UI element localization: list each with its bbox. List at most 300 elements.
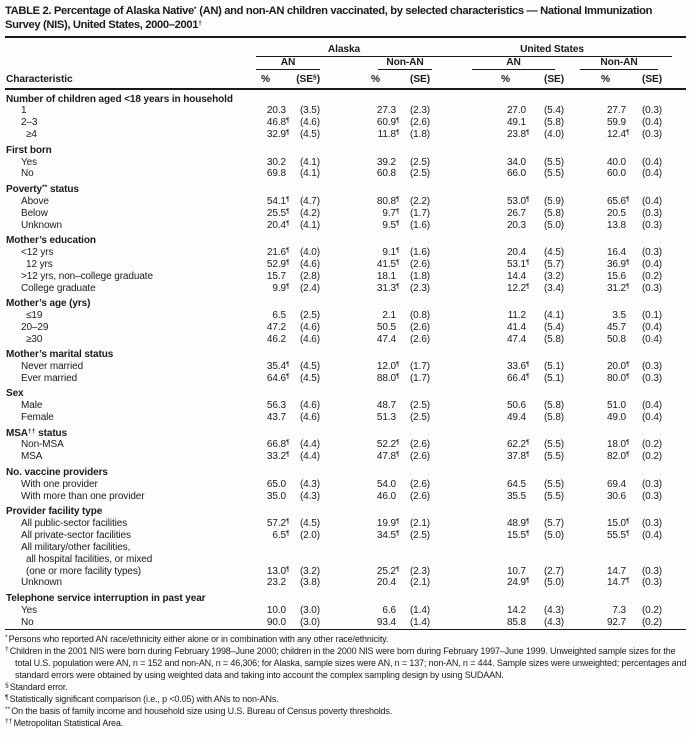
percent-cell: 20.5	[606, 207, 627, 219]
percent-header-us-non-an: %	[566, 70, 626, 89]
se-cell: (2.5)	[409, 412, 431, 424]
se-cell: (0.3)	[641, 478, 663, 490]
se-cell: (3.2)	[299, 565, 320, 577]
se-header-alaska-an: (SE§)	[286, 70, 322, 89]
percent-cell: 6.5¶	[272, 529, 290, 541]
percent-cell: 20.3	[506, 219, 527, 231]
percent-cell: 57.2¶	[266, 517, 290, 529]
table-row	[5, 542, 686, 554]
se-cell: (1.6)	[409, 219, 431, 231]
row-label: Ever married	[21, 372, 78, 384]
se-cell: (5.7)	[543, 517, 565, 529]
row-label: College graduate	[21, 282, 96, 294]
percent-cell: 15.7	[266, 270, 286, 282]
percent-cell: 53.1¶	[506, 258, 530, 270]
footnotes	[5, 633, 688, 729]
percent-cell: 41.5¶	[376, 258, 400, 270]
section-label: MSA†† status	[6, 427, 68, 439]
percent-cell: 11.8¶	[377, 129, 400, 141]
se-cell: (4.0)	[299, 246, 320, 258]
row-label: >12 yrs, non–college graduate	[21, 270, 153, 282]
percent-cell: 60.0	[606, 168, 627, 180]
se-cell: (5.8)	[543, 412, 565, 424]
percent-cell: 19.9¶	[376, 517, 400, 529]
se-cell: (4.6)	[299, 412, 320, 424]
se-cell: (5.4)	[543, 321, 565, 333]
percent-cell: 49.0	[606, 412, 627, 424]
se-cell: (3.0)	[299, 604, 320, 616]
percent-cell: 46.8¶	[266, 117, 290, 129]
percent-cell: 30.2	[266, 156, 286, 168]
se-cell	[396, 542, 432, 554]
se-cell	[526, 554, 566, 566]
percent-cell: 50.5	[376, 321, 396, 333]
se-cell: (3.4)	[543, 282, 565, 294]
percent-cell: 69.4	[606, 478, 627, 490]
percent-cell: 36.9¶	[606, 258, 630, 270]
se-cell: (2.3)	[409, 282, 431, 294]
se-cell: (0.4)	[641, 156, 663, 168]
percent-cell: 7.3	[612, 604, 627, 616]
table-row	[5, 361, 686, 373]
se-cell: (0.2)	[641, 604, 663, 616]
section-label: Telephone service interruption in past year	[6, 592, 206, 604]
se-cell: (0.2)	[641, 616, 663, 628]
percent-cell: 9.1¶	[382, 246, 400, 258]
section-row	[5, 141, 686, 156]
row-label: All private-sector facilities	[21, 529, 131, 541]
se-cell: (5.5)	[543, 478, 565, 490]
percent-cell: 56.3	[266, 400, 286, 412]
percent-cell: 12.0¶	[376, 361, 400, 373]
row-label: Above	[21, 195, 49, 207]
percent-cell: 25.5¶	[266, 207, 290, 219]
percent-cell	[322, 554, 396, 566]
percent-cell: 80.0¶	[606, 372, 630, 384]
section-row	[5, 295, 686, 310]
percent-cell: 47.8¶	[376, 451, 400, 463]
percent-cell: 33.6¶	[506, 361, 530, 373]
percent-cell: 31.2¶	[606, 282, 630, 294]
percent-cell: 24.9¶	[506, 577, 530, 589]
se-cell: (4.5)	[299, 517, 320, 529]
percent-cell	[432, 542, 526, 554]
se-cell: (4.1)	[299, 219, 320, 231]
section-label: Sex	[6, 388, 24, 400]
percent-cell: 13.0¶	[266, 565, 290, 577]
se-cell: (4.5)	[299, 372, 320, 384]
se-cell: (0.4)	[641, 400, 663, 412]
table-row	[5, 129, 686, 141]
percent-cell: 10.7	[506, 565, 527, 577]
se-cell: (2.6)	[409, 478, 431, 490]
section-row	[5, 180, 686, 195]
se-cell: (1.4)	[409, 604, 431, 616]
percent-cell: 49.1	[506, 117, 527, 129]
footnote: **On the basis of family income and household size using U.S. Bureau of Census poverty thresholds.	[5, 705, 393, 716]
section-row	[5, 463, 686, 478]
se-cell: (0.3)	[641, 219, 663, 231]
percent-cell: 34.5¶	[376, 529, 400, 541]
percent-cell: 23.2	[266, 577, 286, 589]
se-cell: (0.4)	[641, 333, 663, 345]
section-row	[5, 231, 686, 246]
spacer-cell	[5, 38, 250, 57]
percent-cell: 48.7	[376, 400, 396, 412]
se-cell: (4.6)	[299, 400, 320, 412]
section-row	[5, 589, 686, 604]
se-cell: (5.8)	[543, 207, 565, 219]
percent-cell: 85.8	[506, 616, 527, 628]
se-cell: (5.8)	[543, 117, 565, 129]
percent-cell: 25.2¶	[376, 565, 400, 577]
percent-cell: 20.4	[506, 246, 527, 258]
se-cell: (2.5)	[409, 400, 431, 412]
subgroup-alaska-non-an-label: Non-AN	[378, 57, 432, 70]
percent-cell: 47.4	[376, 333, 396, 345]
percent-cell: 64.5	[506, 478, 527, 490]
table-row	[5, 373, 686, 385]
se-cell: (2.1)	[409, 577, 431, 589]
se-cell: (5.7)	[543, 258, 565, 270]
percent-cell: 20.4¶	[266, 219, 290, 231]
table-row	[5, 247, 686, 259]
section-label: Mother’s age (yrs)	[6, 298, 91, 309]
se-cell: (5.4)	[543, 105, 565, 117]
percent-cell: 66.8¶	[266, 439, 290, 451]
section-row	[5, 89, 686, 105]
row-label: Male	[21, 400, 43, 412]
subgroup-alaska-an	[250, 57, 322, 70]
row-label: Female	[21, 412, 54, 424]
column-group-alaska-label: Alaska	[256, 44, 432, 57]
row-label: Yes	[21, 604, 38, 616]
section-label: Poverty** status	[6, 183, 79, 195]
percent-cell: 55.5¶	[606, 529, 630, 541]
table-row	[5, 577, 686, 589]
percent-cell: 23.8¶	[506, 129, 530, 141]
footnote-marker: **	[5, 705, 11, 713]
se-cell	[626, 554, 686, 566]
se-cell: (0.4)	[641, 321, 663, 333]
se-cell: (3.8)	[299, 577, 320, 589]
se-cell: (0.4)	[641, 117, 663, 129]
percent-cell: 27.7	[606, 105, 627, 117]
subgroup-alaska-non-an	[322, 57, 432, 70]
se-cell: (4.3)	[543, 604, 565, 616]
percent-header-us-an: %	[432, 70, 526, 89]
percent-cell: 66.0	[506, 168, 527, 180]
se-cell: (2.5)	[409, 168, 431, 180]
percent-cell: 54.0	[376, 478, 396, 490]
se-cell: (5.1)	[543, 372, 565, 384]
row-label: Below	[21, 207, 48, 219]
se-cell	[626, 542, 686, 554]
table-row	[5, 283, 686, 295]
percent-cell: 27.3	[376, 105, 396, 117]
row-label: All military/other facilities,	[21, 541, 131, 553]
se-cell: (4.1)	[543, 309, 565, 321]
table-row	[5, 566, 686, 578]
percent-cell: 40.0	[606, 156, 627, 168]
percent-cell: 6.5	[272, 309, 286, 321]
se-cell: (4.3)	[543, 616, 565, 628]
table-row	[5, 334, 686, 346]
table-row	[5, 220, 686, 232]
percent-cell	[432, 554, 526, 566]
se-cell: (2.6)	[409, 490, 431, 502]
percent-cell: 35.0	[266, 490, 286, 502]
se-cell: (5.0)	[543, 577, 565, 589]
se-cell: (4.4)	[299, 439, 320, 451]
table-title-line1: TABLE 2. Percentage of Alaska Native* (AN) and non-AN children vaccinated, by selected characteristics — National Immunization	[5, 5, 653, 17]
se-cell: (3.5)	[299, 105, 320, 117]
table-row	[5, 400, 686, 412]
row-label: <12 yrs	[21, 246, 54, 258]
table-row	[5, 310, 686, 322]
table-row	[5, 322, 686, 334]
percent-cell: 2.1	[382, 309, 396, 321]
se-cell: (5.5)	[543, 156, 565, 168]
se-cell: (0.3)	[641, 282, 663, 294]
table-title	[5, 4, 686, 38]
se-cell	[286, 554, 322, 566]
row-label: Non-MSA	[21, 439, 64, 451]
footnote: ††Metropolitan Statistical Area.	[5, 717, 124, 728]
se-cell: (0.3)	[641, 372, 663, 384]
se-cell: (5.8)	[543, 333, 565, 345]
footnote: †Children in the 2001 NIS were born during February 1998–June 2000; children in the 2000 NIS were born during February 1997–June 1999. Unweighted sample sizes for the total U.S. population were AN, n = 152 and non-AN, n = 46,306; for Alaska, sample sizes were AN, n = 137; non-AN, n = 444. Sample sizes were unweighted; percentages and standard errors were obtained by using weighted data and taking into account the complex sampling design by using SUDAAN.	[5, 645, 687, 680]
se-cell: (4.6)	[299, 258, 320, 270]
percent-cell: 18.0¶	[606, 439, 630, 451]
percent-cell: 26.7	[506, 207, 527, 219]
se-cell: (2.5)	[409, 156, 431, 168]
percent-cell: 60.8	[376, 168, 396, 180]
spacer-cell	[5, 57, 250, 70]
se-cell: (2.8)	[299, 270, 320, 282]
table-row	[5, 479, 686, 491]
percent-cell: 20.3	[266, 105, 286, 117]
percent-cell	[250, 542, 286, 554]
se-cell: (1.8)	[409, 270, 431, 282]
percent-cell: 3.5	[612, 309, 627, 321]
se-cell: (4.3)	[299, 478, 320, 490]
section-row	[5, 424, 686, 439]
percent-cell: 47.2	[266, 321, 286, 333]
se-cell: (2.6)	[409, 439, 431, 451]
table-body	[5, 89, 686, 629]
subgroup-us-an-label: AN	[472, 57, 555, 70]
percent-cell: 20.0¶	[606, 361, 630, 373]
row-label: 2–3	[21, 117, 38, 129]
percent-cell: 65.0	[266, 478, 286, 490]
se-cell: (0.3)	[641, 129, 663, 141]
se-cell: (4.1)	[299, 156, 320, 168]
measure-header-row	[5, 70, 686, 89]
table-row	[5, 259, 686, 271]
percent-cell: 31.3¶	[376, 282, 400, 294]
se-cell: (4.6)	[299, 333, 320, 345]
table-row	[5, 605, 686, 617]
percent-cell: 60.9¶	[376, 117, 400, 129]
percent-cell: 18.1	[376, 270, 396, 282]
percent-cell: 9.5¶	[382, 219, 400, 231]
se-cell: (1.8)	[409, 129, 431, 141]
table-row	[5, 117, 686, 129]
percent-cell: 82.0¶	[606, 451, 630, 463]
percent-cell: 33.2¶	[266, 451, 290, 463]
se-cell: (0.3)	[641, 565, 663, 577]
percent-cell: 9.7¶	[382, 207, 400, 219]
se-cell: (0.3)	[641, 105, 663, 117]
se-cell: (4.5)	[543, 246, 565, 258]
row-label: ≥30	[26, 333, 43, 345]
percent-cell: 66.4¶	[506, 372, 530, 384]
group-header-row	[5, 38, 686, 57]
row-label: ≥4	[26, 129, 37, 141]
se-cell: (0.1)	[641, 309, 663, 321]
percent-cell: 53.0¶	[506, 195, 530, 207]
se-cell: (2.6)	[409, 321, 431, 333]
row-label: All public-sector facilities	[21, 517, 128, 529]
se-cell: (5.5)	[543, 490, 565, 502]
section-label: Provider facility type	[6, 506, 103, 517]
percent-cell: 12.4¶	[606, 129, 630, 141]
characteristic-header: Characteristic	[5, 70, 250, 89]
percent-cell: 52.9¶	[266, 258, 290, 270]
percent-cell: 49.4	[506, 412, 527, 424]
se-cell: (2.0)	[299, 529, 320, 541]
row-label: 12 yrs	[26, 258, 53, 270]
row-label: MSA	[21, 451, 43, 463]
row-label: With more than one provider	[21, 490, 145, 502]
percent-cell: 39.2	[376, 156, 396, 168]
percent-cell: 15.5¶	[506, 529, 530, 541]
table-row	[5, 491, 686, 503]
se-cell: (5.0)	[543, 219, 565, 231]
table-row	[5, 439, 686, 451]
percent-cell	[566, 554, 626, 566]
se-cell: (4.7)	[299, 195, 320, 207]
row-label: (one or more facility types)	[26, 565, 142, 577]
percent-header-alaska-non-an: %	[322, 70, 396, 89]
se-header-us-an: (SE)	[526, 70, 566, 89]
se-cell: (2.5)	[299, 309, 320, 321]
se-cell: (2.7)	[543, 565, 565, 577]
se-cell: (0.3)	[641, 517, 663, 529]
table-row	[5, 105, 686, 117]
footnote-marker: ¶	[5, 693, 9, 701]
se-cell: (2.1)	[409, 517, 431, 529]
subgroup-alaska-an-label: AN	[256, 57, 320, 70]
table-row	[5, 271, 686, 283]
row-label: Never married	[21, 361, 84, 373]
section-row	[5, 503, 686, 518]
se-cell: (5.8)	[543, 400, 565, 412]
percent-cell: 35.4¶	[266, 361, 290, 373]
se-cell	[396, 554, 432, 566]
row-label: No	[21, 616, 34, 628]
se-cell: (4.5)	[299, 129, 320, 141]
percent-cell	[322, 542, 396, 554]
se-cell: (1.7)	[409, 361, 431, 373]
se-cell: (0.4)	[641, 168, 663, 180]
footnote-marker: *	[5, 633, 8, 641]
se-cell: (5.5)	[543, 439, 565, 451]
percent-cell: 12.2¶	[506, 282, 530, 294]
percent-cell: 90.0	[266, 616, 286, 628]
se-header-us-non-an: (SE)	[626, 70, 686, 89]
subgroup-us-non-an	[566, 57, 686, 70]
percent-cell: 11.2	[507, 309, 527, 321]
se-cell: (0.8)	[409, 309, 431, 321]
column-group-alaska	[250, 38, 432, 57]
percent-cell: 52.2¶	[376, 439, 400, 451]
row-label: Unknown	[21, 219, 62, 231]
subgroup-us-an	[432, 57, 566, 70]
se-cell: (5.0)	[543, 529, 565, 541]
percent-cell: 45.7	[606, 321, 627, 333]
se-cell: (4.3)	[299, 490, 320, 502]
table-title-line2: Survey (NIS), United States, 2000–2001†	[5, 18, 202, 31]
se-cell: (2.4)	[299, 282, 320, 294]
row-label: Unknown	[21, 577, 62, 589]
se-cell: (4.1)	[299, 168, 320, 180]
se-cell: (3.2)	[543, 270, 565, 282]
table-row	[5, 451, 686, 463]
se-cell: (5.9)	[543, 195, 565, 207]
table-row	[5, 518, 686, 530]
footnote-marker: ††	[5, 717, 13, 725]
se-cell: (2.2)	[409, 195, 431, 207]
row-label: all hospital facilities, or mixed	[26, 553, 153, 565]
percent-cell: 46.0	[376, 490, 396, 502]
se-cell: (2.5)	[409, 529, 431, 541]
se-cell: (0.2)	[641, 270, 663, 282]
percent-cell: 9.9¶	[272, 282, 290, 294]
percent-cell: 92.7	[606, 616, 627, 628]
se-cell	[286, 542, 322, 554]
percent-cell: 10.0	[266, 604, 286, 616]
table-row	[5, 208, 686, 220]
table-row	[5, 554, 686, 566]
section-label: No. vaccine providers	[6, 466, 108, 478]
percent-cell	[250, 554, 286, 566]
section-label: First born	[6, 144, 52, 156]
percent-cell: 48.9¶	[506, 517, 530, 529]
se-cell: (0.4)	[641, 412, 663, 424]
percent-cell: 62.2¶	[506, 439, 530, 451]
row-label: 20–29	[21, 321, 49, 333]
se-cell	[526, 542, 566, 554]
percent-cell: 64.6¶	[266, 372, 290, 384]
percent-cell: 43.7	[266, 412, 286, 424]
percent-cell: 54.1¶	[266, 195, 290, 207]
se-cell: (4.2)	[299, 207, 320, 219]
se-cell: (4.5)	[299, 361, 320, 373]
percent-cell: 14.7	[606, 565, 627, 577]
percent-cell: 20.4	[376, 577, 396, 589]
subgroup-us-non-an-label: Non-AN	[580, 57, 658, 70]
percent-cell: 50.6	[506, 400, 527, 412]
column-group-us-label: United States	[432, 44, 672, 57]
percent-cell: 35.5	[506, 490, 527, 502]
se-cell: (5.5)	[543, 451, 565, 463]
percent-cell: 59.9	[606, 117, 627, 129]
se-cell: (4.6)	[299, 117, 320, 129]
section-label: Mother’s marital status	[6, 349, 114, 361]
table-row	[5, 168, 686, 180]
